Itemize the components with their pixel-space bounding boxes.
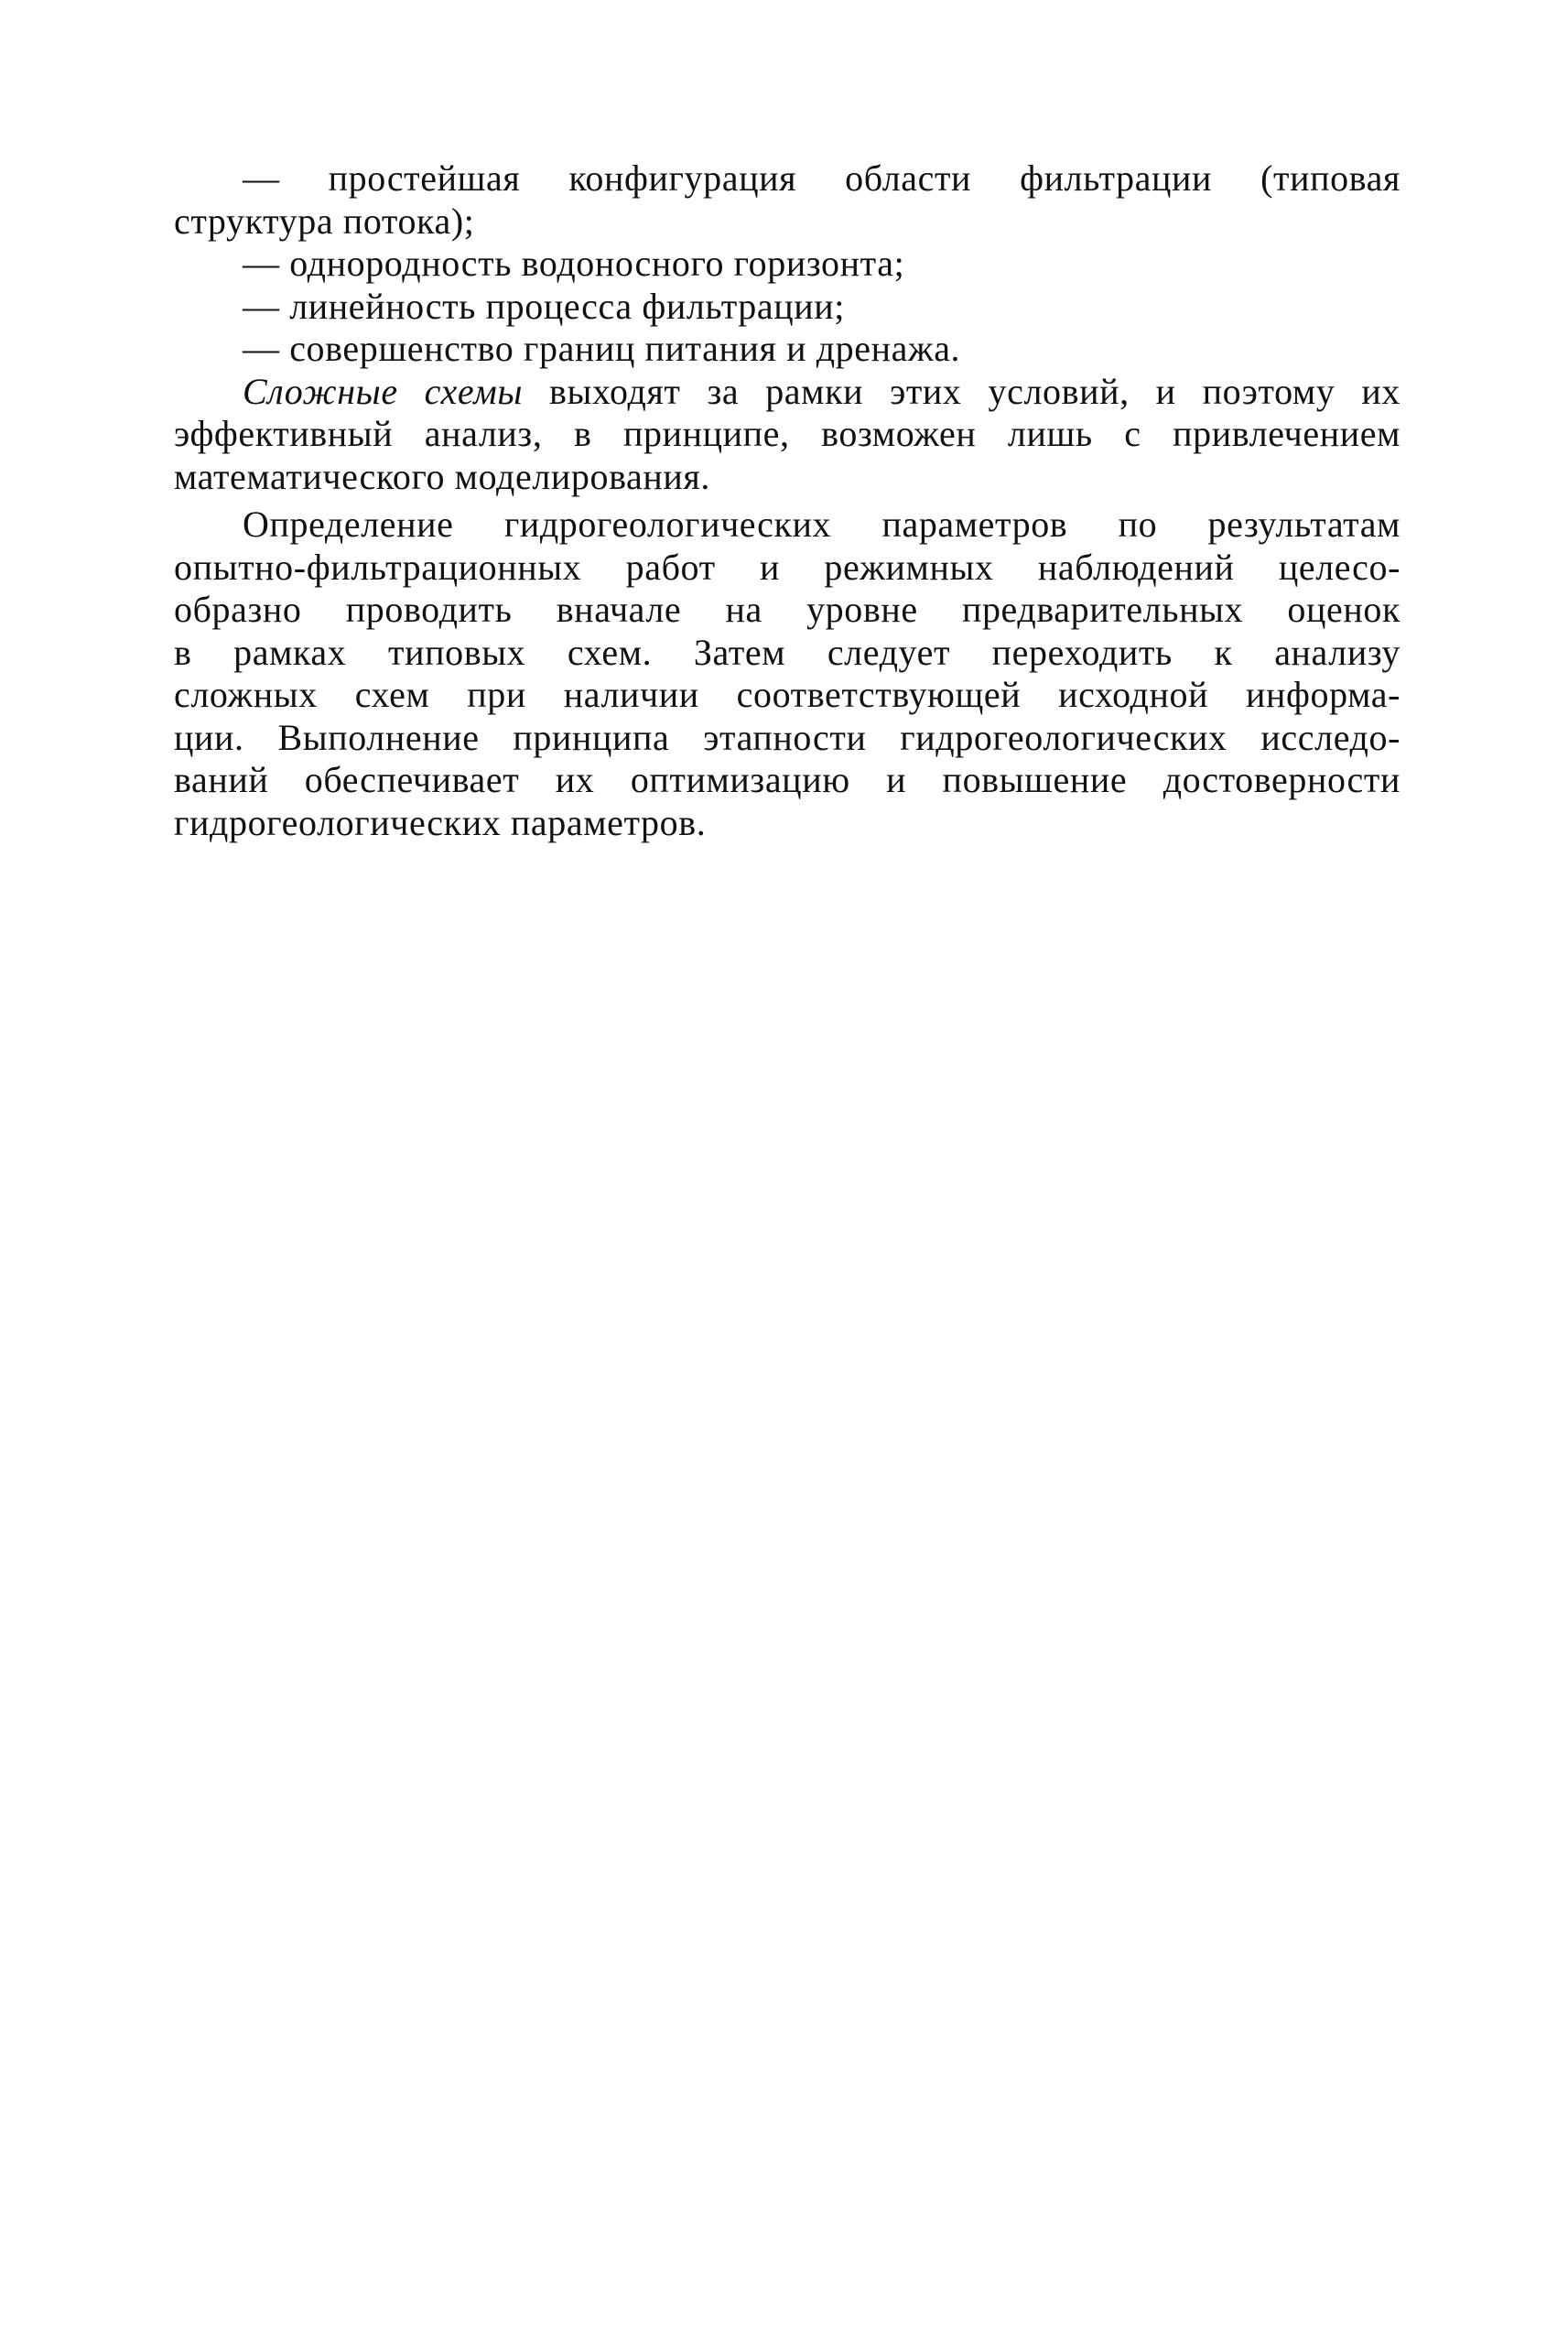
list-item-1-line-2: структура потока); [174, 200, 475, 242]
paragraph-1-line-2: эффективный анализ, в принципе, возможен лишь с привлечением [174, 413, 1400, 454]
body-text [174, 157, 1400, 844]
paragraph-2-line-2: опытно-фильтрационных работ и режимных наблюдений целесо- [174, 546, 1400, 588]
list-item-1-line-1: — простейшая конфигурация области фильтрации (типовая [243, 157, 1400, 199]
list-item-2: — однородность водоносного горизонта; [243, 243, 905, 284]
paragraph-2-line-5: сложных схем при наличии соответствующей исходной информа- [174, 674, 1400, 715]
paragraph-2-line-4: в рамках типовых схем. Затем следует переходить к анализу [174, 631, 1400, 673]
paragraph-2-line-6: ции. Выполнение принципа этапности гидрогеологических исследо- [174, 716, 1400, 758]
paragraph-1-line-3: математического моделирования. [174, 455, 711, 497]
paragraph-2-line-8: гидрогеологических параметров. [174, 801, 707, 843]
paragraph-2-line-7: ваний обеспечивает их оптимизацию и повышение достоверности [174, 759, 1400, 800]
paragraph-1-line-1 [174, 371, 1400, 414]
paragraph-2-line-3: образно проводить вначале на уровне предварительных оценок [174, 589, 1400, 630]
paragraph-1-line-1-rest: выходят за рамки этих условий, и поэтому их [523, 370, 1400, 412]
list-item-3: — линейность процесса фильтрации; [243, 285, 845, 327]
list-item-4: — совершенство границ питания и дренажа. [243, 328, 961, 369]
paragraph-2-line-1: Определение гидрогеологических параметров по результатам [243, 504, 1400, 545]
italic-term: Сложные схемы [243, 370, 524, 412]
